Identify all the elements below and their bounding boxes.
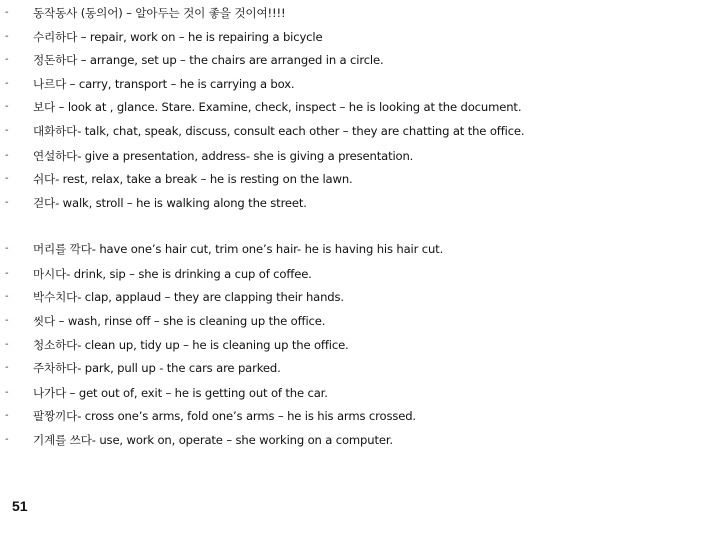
list-item-text: 나르다 – carry, transport – he is carrying a box. <box>33 77 295 91</box>
bullet-marker: - <box>5 54 9 65</box>
bullet-marker: - <box>5 243 9 254</box>
bullet-marker: - <box>5 7 9 18</box>
list-item-text: 팔짱끼다- cross one’s arms, fold one’s arms – he is his arms crossed. <box>33 409 416 423</box>
list-item-text: 나가다 – get out of, exit – he is getting out of the car. <box>33 386 328 400</box>
bullet-marker: - <box>5 410 9 421</box>
list-item-text: 기계를 쓰다- use, work on, operate – she working on a computer. <box>33 433 393 447</box>
page-number: 51 <box>12 498 28 514</box>
bullet-marker: - <box>5 315 9 326</box>
bullet-marker: - <box>5 125 9 136</box>
bullet-marker: - <box>5 197 9 208</box>
bullet-marker: - <box>5 101 9 112</box>
list-item-text: 주차하다- park, pull up - the cars are parked. <box>33 361 281 375</box>
bullet-marker: - <box>5 173 9 184</box>
bullet-marker: - <box>5 362 9 373</box>
bullet-marker: - <box>5 339 9 350</box>
list-item-text: 연설하다- give a presentation, address- she is giving a presentation. <box>33 149 414 163</box>
list-item-text: 마시다- drink, sip – she is drinking a cup of coffee. <box>33 267 312 281</box>
list-item-text: 씻다 – wash, rinse off – she is cleaning up the office. <box>33 314 326 328</box>
list-item-text: 걷다- walk, stroll – he is walking along the street. <box>33 196 307 210</box>
bullet-marker: - <box>5 434 9 445</box>
list-item-text: 정돈하다 – arrange, set up – the chairs are arranged in a circle. <box>33 53 384 67</box>
list-item-text: 청소하다- clean up, tidy up – he is cleaning up the office. <box>33 338 349 352</box>
list-item-text: 쉬다- rest, relax, take a break – he is resting on the lawn. <box>33 172 353 186</box>
list-item-text: 수리하다 – repair, work on – he is repairing a bicycle <box>33 30 323 44</box>
bullet-marker: - <box>5 291 9 302</box>
list-item-text: 머리를 깍다- have one’s hair cut, trim one’s hair- he is having his hair cut. <box>33 242 444 256</box>
bullet-marker: - <box>5 150 9 161</box>
list-item-text: 보다 – look at , glance. Stare. Examine, check, inspect – he is looking at the document. <box>33 100 522 114</box>
bullet-marker: - <box>5 78 9 89</box>
bullet-marker: - <box>5 268 9 279</box>
list-item-text: 동작동사 (동의어) – 알아두는 것이 좋을 것이여!!!! <box>33 6 286 20</box>
list-item-text: 대화하다- talk, chat, speak, discuss, consult each other – they are chatting at the office. <box>33 124 525 138</box>
list-item-text: 박수치다- clap, applaud – they are clapping their hands. <box>33 290 344 304</box>
bullet-marker: - <box>5 31 9 42</box>
bullet-marker: - <box>5 387 9 398</box>
